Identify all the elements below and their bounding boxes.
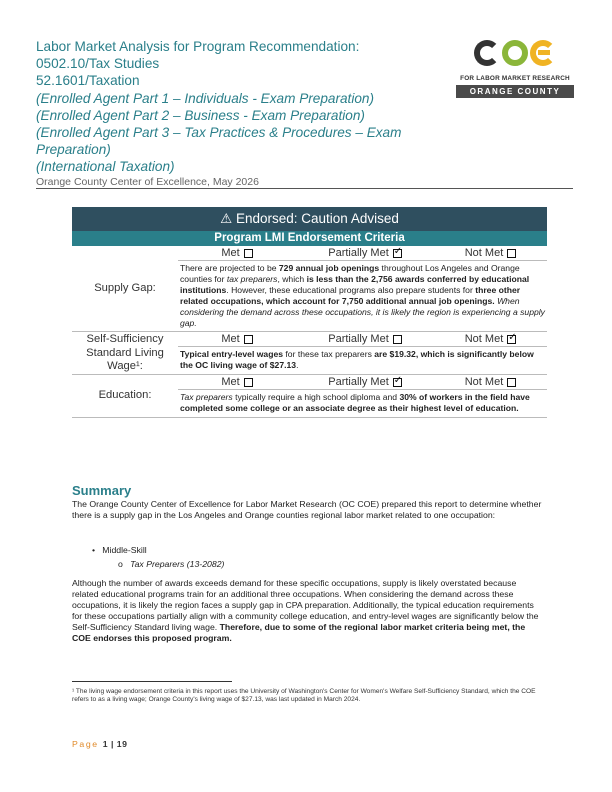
checkbox-met xyxy=(244,335,253,344)
logo-region: ORANGE COUNTY xyxy=(456,85,574,98)
criteria-checkboxes: Met Partially Met ✓ Not Met xyxy=(178,246,547,261)
coe-logo-mark xyxy=(456,40,574,66)
logo-tagline: FOR LABOR MARKET RESEARCH xyxy=(460,75,570,82)
checkbox-met xyxy=(244,378,253,387)
list-item: • Middle-Skill xyxy=(92,545,147,555)
page-number: Page 1 | 19 xyxy=(72,739,128,749)
criteria-row-living-wage xyxy=(72,332,547,375)
checkbox-partially-met xyxy=(393,378,402,387)
summary-body: Although the number of awards exceeds demand for these specific occupations, supply is likely overstated because related educational programs train for an additional three occupations. When considering the demand across these occupations, it is likely the region faces a supply gap in CPA preparation. Additionally, the typical education requirements for these occupations partially align with a community college education, and entry-level wages are significantly below the Self-Sufficiency Standard living wage. Therefore, due to some of the regional labor market criteria being met, the COE endorses this proposed program. xyxy=(72,578,539,643)
criteria-row-education xyxy=(72,375,547,418)
header-divider xyxy=(36,188,573,189)
criteria-label: Education: xyxy=(98,389,152,402)
living-wage-description: Typical entry-level wages for these tax preparers are $19.32, which is significantly below the OC living wage of $27.13. xyxy=(180,349,534,371)
program-line-4: Preparation) xyxy=(36,142,111,158)
program-line-5: (International Taxation) xyxy=(36,159,175,175)
footnote-divider xyxy=(72,681,232,682)
title-line-2: 0502.10/Tax Studies xyxy=(36,56,160,72)
list-item: o Tax Preparers (13-2082) xyxy=(118,559,225,569)
summary-intro: The Orange County Center of Excellence for Labor Market Research (OC COE) prepared this report to determine whether there is a supply gap in the Los Angeles and Orange counties regional labor market related to one occupation: xyxy=(72,499,542,520)
footnote: ¹ The living wage endorsement criteria in this report uses the University of Washington's Center for Women's Welfare Self-Sufficiency Standard, which the COE refers to as a living wage; Orange County's living wage of $27.13, was last updated in March 2024. xyxy=(72,688,536,704)
checkbox-met xyxy=(244,249,253,258)
supply-gap-description: There are projected to be 729 annual job openings throughout Los Angeles and Orange counties for tax preparers, which is less than the 2,756 awards conferred by educational institutions. However, these educational programs also prepare students for three other related occupations, which account for 7,750 additional annual job openings. When considering the demand across these occupations, it is likely the region is experiencing a supply gap. xyxy=(180,263,545,328)
criteria-row-supply-gap xyxy=(72,246,547,332)
checkbox-partially-met xyxy=(393,249,402,258)
education-description: Tax preparers typically require a high school diploma and 30% of workers in the field have completed some college or an associate degree as their highest level of education. xyxy=(180,392,530,414)
criteria-label: Supply Gap: xyxy=(94,281,156,294)
checkbox-not-met xyxy=(507,249,516,258)
endorsement-table xyxy=(72,207,547,418)
summary-heading: Summary xyxy=(72,483,132,498)
report-date: Orange County Center of Excellence, May 2026 xyxy=(36,175,259,188)
document-header xyxy=(36,38,456,189)
criteria-label: Self-Sufficiency Standard Living Wage¹: xyxy=(86,333,164,373)
criteria-checkboxes: Met Partially Met ✓ Not Met xyxy=(178,375,547,390)
program-line-3: (Enrolled Agent Part 3 – Tax Practices & Procedures – Exam xyxy=(36,125,402,141)
checkbox-not-met xyxy=(507,378,516,387)
endorsement-banner: ⚠ Endorsed: Caution Advised xyxy=(72,207,547,231)
checkbox-not-met xyxy=(507,335,516,344)
coe-logo xyxy=(456,40,574,104)
checkbox-partially-met xyxy=(393,335,402,344)
criteria-subbanner: Program LMI Endorsement Criteria xyxy=(72,231,547,246)
criteria-checkboxes: Met Partially Met Not Met ✓ xyxy=(178,332,547,347)
program-line-2: (Enrolled Agent Part 2 – Business - Exam Preparation) xyxy=(36,107,365,123)
program-line-1: (Enrolled Agent Part 1 – Individuals - Exam Preparation) xyxy=(36,90,374,106)
title-line-1: Labor Market Analysis for Program Recommendation: xyxy=(36,39,360,54)
title-line-3: 52.1601/Taxation xyxy=(36,73,140,89)
